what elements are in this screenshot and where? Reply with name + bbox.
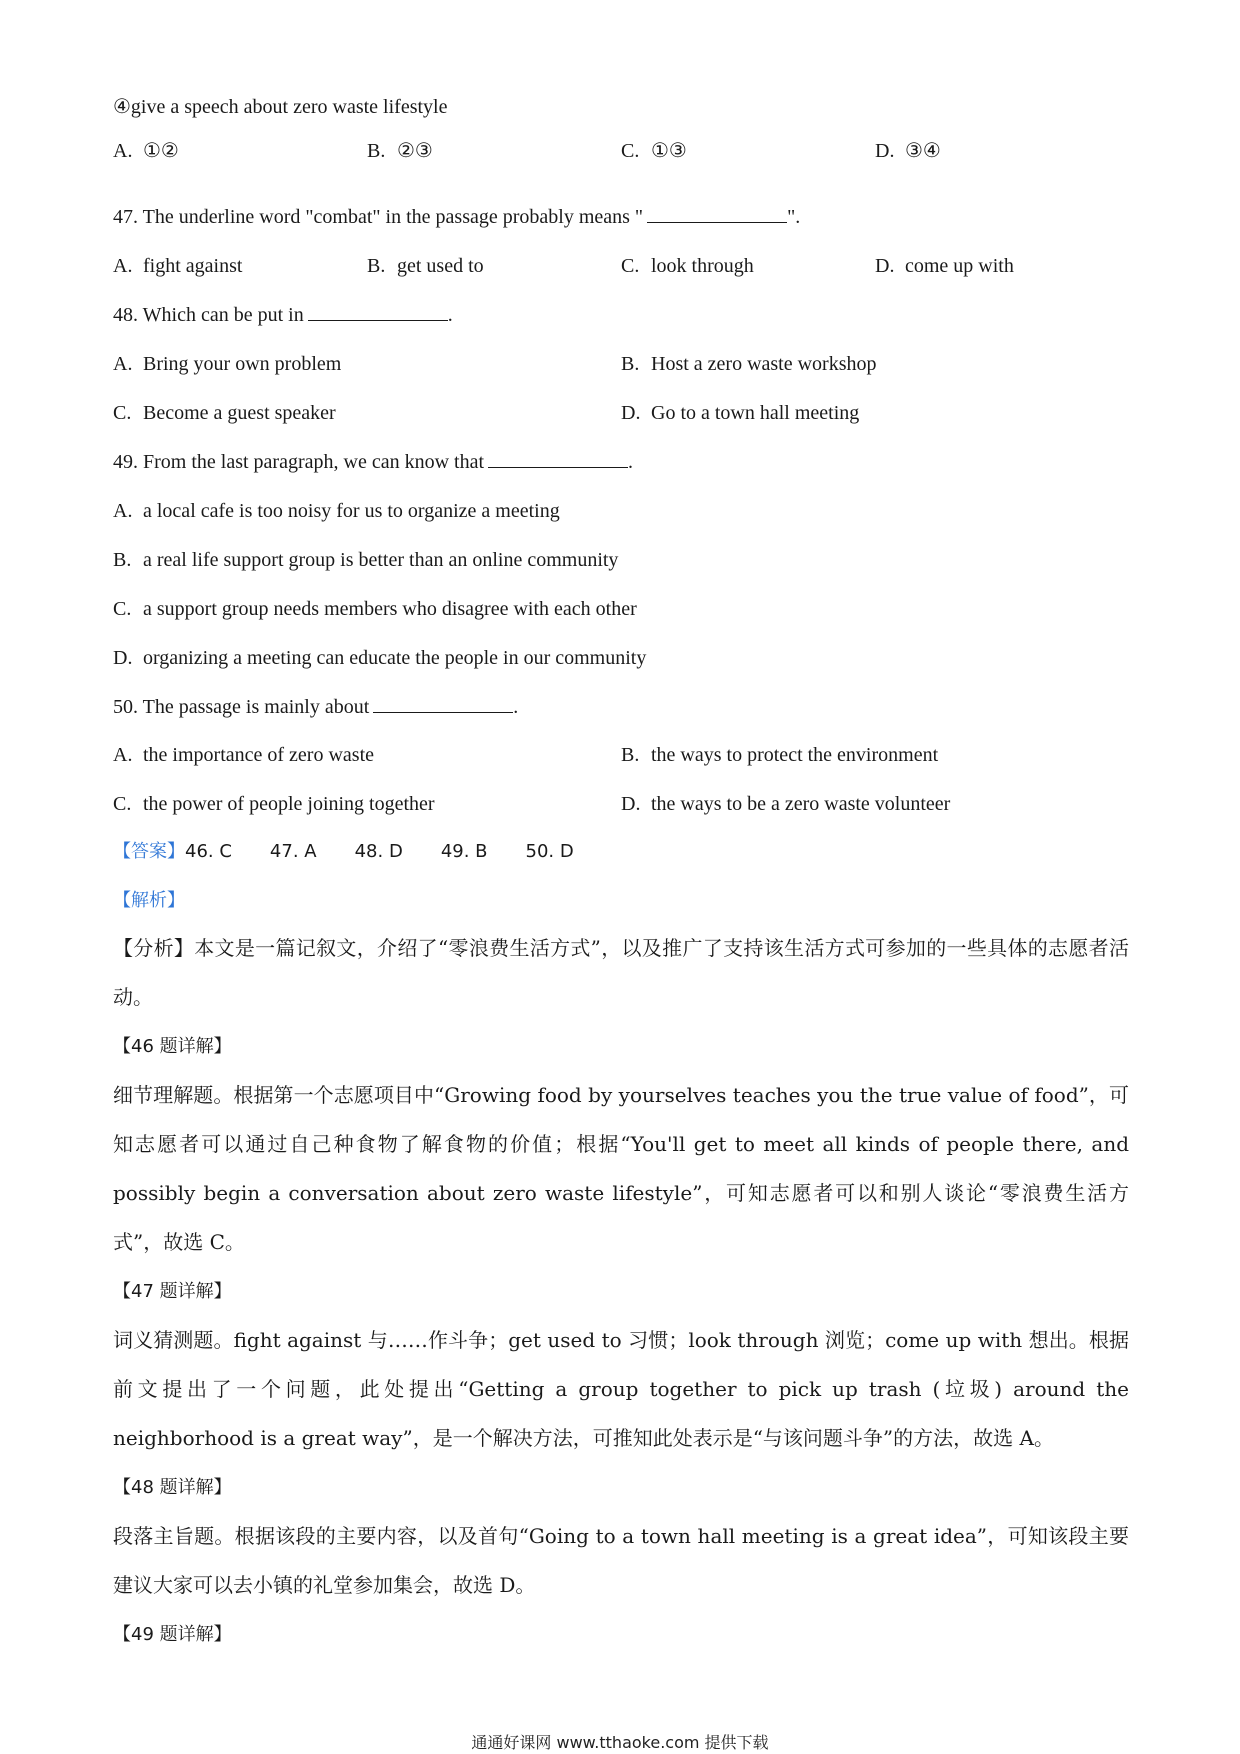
q46-option-a[interactable]: A. ①② [113, 140, 179, 162]
answer-tag: 【答案】 [113, 841, 185, 862]
answer-blank [488, 449, 628, 468]
answer-50: 50. D [525, 841, 574, 862]
q50-options-row-2 [0, 791, 1240, 817]
q47-option-c[interactable]: C. look through [621, 255, 754, 277]
analysis-summary: 【分析】本文是一篇记叙文，介绍了“零浪费生活方式”，以及推广了支持该生活方式可参加的一些具体的志愿者活动。 [113, 936, 1129, 1009]
q49-option-b[interactable]: B. a real life support group is better than an online community [113, 549, 619, 571]
answer-blank [308, 302, 448, 321]
answer-48: 48. D [354, 841, 403, 862]
answer-49: 49. B [440, 841, 488, 862]
q47-stem: 47. The underline word "combat" in the passage probably means " ". [113, 206, 801, 228]
q49-option-c[interactable]: C. a support group needs members who disagree with each other [113, 598, 637, 620]
q47-option-b[interactable]: B. get used to [367, 255, 484, 277]
q47-option-d[interactable]: D. come up with [875, 255, 1014, 277]
q47-detail-heading: 【47 题详解】 [113, 1281, 232, 1302]
q47-detail: 词义猜测题。fight against 与……作斗争；get used to 习惯；look through 浏览；come up with 想出。根据前文提出了一个问题，此处提出“Getting a group together to pick up trash (垃圾) around the neighborhood is a great way”，是一个解决方法，可推知此处表示是“与该问题斗争”的方法，故选 A。 [113, 1328, 1129, 1450]
q48-option-d[interactable]: D. Go to a town hall meeting [621, 402, 860, 424]
answer-key [113, 839, 612, 865]
q46-detail: 细节理解题。根据第一个志愿项目中“Growing food by yourselves teaches you the true value of food”，可知志愿者可以通过自己种食物了解食物的价值；根据“You'll get to meet all kinds of people there, and possibly begin a conversation about zero waste lifestyle”，可知志愿者可以和别人谈论“零浪费生活方式”，故选 C。 [113, 1083, 1129, 1254]
q46-item-4: ④give a speech about zero waste lifestyle [113, 96, 448, 118]
answer-blank [373, 694, 513, 713]
q48-option-b[interactable]: B. Host a zero waste workshop [621, 353, 877, 375]
analysis-tag: 【解析】 [113, 890, 185, 911]
q49-option-a-row [0, 498, 1240, 524]
q48-options-row-1 [0, 351, 1240, 377]
q49-option-a[interactable]: A. a local cafe is too noisy for us to organize a meeting [113, 500, 560, 522]
q46-detail-heading: 【46 题详解】 [113, 1036, 232, 1057]
q49-option-d-row [0, 645, 1240, 671]
q48-option-a[interactable]: A. Bring your own problem [113, 353, 342, 375]
q47-option-a[interactable]: A. fight against [113, 255, 243, 277]
analysis-body [113, 924, 1129, 1659]
answer-blank [647, 204, 787, 223]
q48-option-c[interactable]: C. Become a guest speaker [113, 402, 336, 424]
q49-stem: 49. From the last paragraph, we can know that . [113, 451, 634, 473]
q49-option-c-row [0, 596, 1240, 622]
page-footer: 通通好课网 www.tthaoke.com 提供下载 [471, 1733, 769, 1752]
q47-options [0, 253, 1240, 279]
answer-47: 47. A [269, 841, 317, 862]
q50-option-b[interactable]: B. the ways to protect the environment [621, 744, 939, 766]
q46-option-c[interactable]: C. ①③ [621, 140, 687, 162]
q49-detail-heading: 【49 题详解】 [113, 1624, 232, 1645]
answer-46: 46. C [185, 841, 232, 862]
q50-option-c[interactable]: C. the power of people joining together [113, 793, 435, 815]
q50-option-d[interactable]: D. the ways to be a zero waste volunteer [621, 793, 951, 815]
q50-stem: 50. The passage is mainly about . [113, 696, 519, 718]
q50-options-row-1 [0, 742, 1240, 768]
q46-option-b[interactable]: B. ②③ [367, 140, 433, 162]
q46-option-d[interactable]: D. ③④ [875, 140, 941, 162]
q48-options-row-2 [0, 400, 1240, 426]
q48-detail: 段落主旨题。根据该段的主要内容，以及首句“Going to a town hall meeting is a great idea”，可知该段主要建议大家可以去小镇的礼堂参加集会，故选 D。 [113, 1524, 1129, 1597]
q48-detail-heading: 【48 题详解】 [113, 1477, 232, 1498]
q46-options [0, 138, 1240, 164]
q49-option-d[interactable]: D. organizing a meeting can educate the people in our community [113, 647, 647, 669]
q48-stem: 48. Which can be put in . [113, 304, 453, 326]
q49-option-b-row [0, 547, 1240, 573]
q50-option-a[interactable]: A. the importance of zero waste [113, 744, 375, 766]
